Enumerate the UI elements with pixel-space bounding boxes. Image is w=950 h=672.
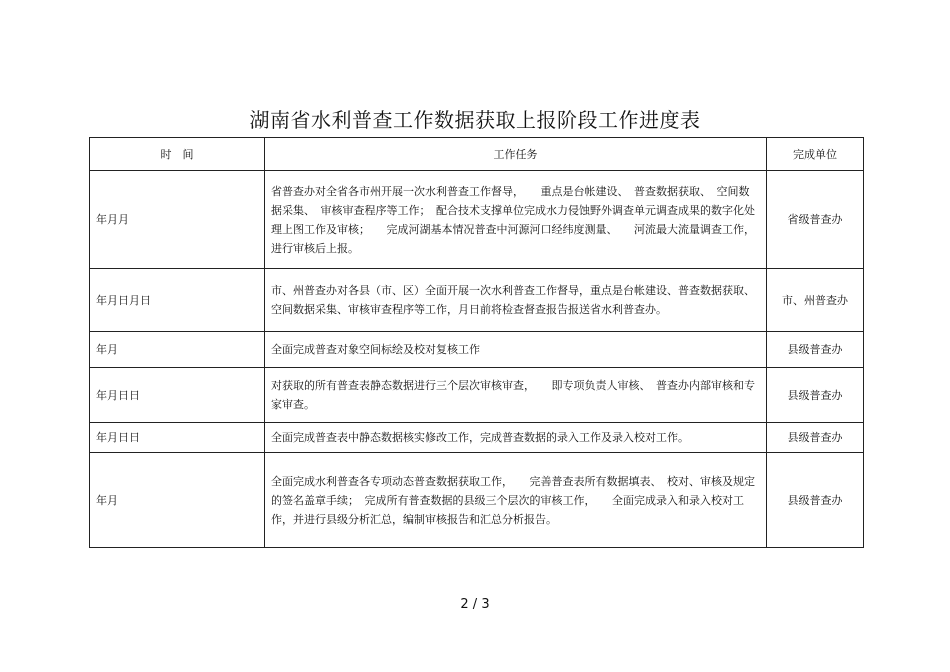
- header-unit: 完成单位: [767, 138, 864, 171]
- row-unit: 县级普查办: [767, 368, 864, 423]
- row-task: 对获取的所有普查表静态数据进行三个层次审核审查， 即专项负责人审核、 普查办内部审核和专家审查。: [265, 368, 767, 423]
- row-unit: 县级普查办: [767, 453, 864, 548]
- row-task: 全面完成水利普查各专项动态普查数据获取工作， 完善普查表所有数据填表、 校对、审核及规定的签名盖章手续； 完成所有普查数据的县级三个层次的审核工作， 全面完成录入和录入校对工作，并进行县级分析汇总，编制审核报告和汇总分析报告。: [265, 453, 767, 548]
- progress-table: [89, 137, 864, 548]
- table-row: [90, 453, 864, 548]
- row-time: 年月日日: [90, 423, 265, 453]
- row-unit: 省级普查办: [767, 171, 864, 269]
- header-time: 时 间: [90, 138, 265, 171]
- table-row: [90, 368, 864, 423]
- page-number: 2 / 3: [460, 597, 490, 612]
- row-time: 年月日月日: [90, 269, 265, 332]
- row-unit: 市、州普查办: [767, 269, 864, 332]
- table-row: [90, 423, 864, 453]
- row-time: 年月月: [90, 171, 265, 269]
- row-task: 省普查办对全省各市州开展一次水利普查工作督导， 重点是台帐建设、 普查数据获取、 空间数据采集、 审核审查程序等工作； 配合技术支撑单位完成水力侵蚀野外调查单元调查成果的数字化处理上图工作及审核； 完成河湖基本情况普查中河源河口经纬度测量、 河流最大流量调查工作，进行审核后上报。: [265, 171, 767, 269]
- row-unit: 县级普查办: [767, 332, 864, 368]
- page-title: 湖南省水利普查工作数据获取上报阶段工作进度表: [249, 108, 701, 132]
- row-task: 全面完成普查对象空间标绘及校对复核工作: [265, 332, 767, 368]
- row-unit: 县级普查办: [767, 423, 864, 453]
- row-task: 全面完成普查表中静态数据核实修改工作，完成普查数据的录入工作及录入校对工作。: [265, 423, 767, 453]
- table-row: [90, 269, 864, 332]
- table-row: [90, 171, 864, 269]
- row-time: 年月日日: [90, 368, 265, 423]
- table-row: [90, 332, 864, 368]
- row-time: 年月: [90, 453, 265, 548]
- header-task: 工作任务: [265, 138, 767, 171]
- row-task: 市、州普查办对各县（市、区）全面开展一次水利普查工作督导，重点是台帐建设、普查数据获取、空间数据采集、审核审查程序等工作，月日前将检查督查报告报送省水利普查办。: [265, 269, 767, 332]
- table-header-row: [90, 138, 864, 171]
- row-time: 年月: [90, 332, 265, 368]
